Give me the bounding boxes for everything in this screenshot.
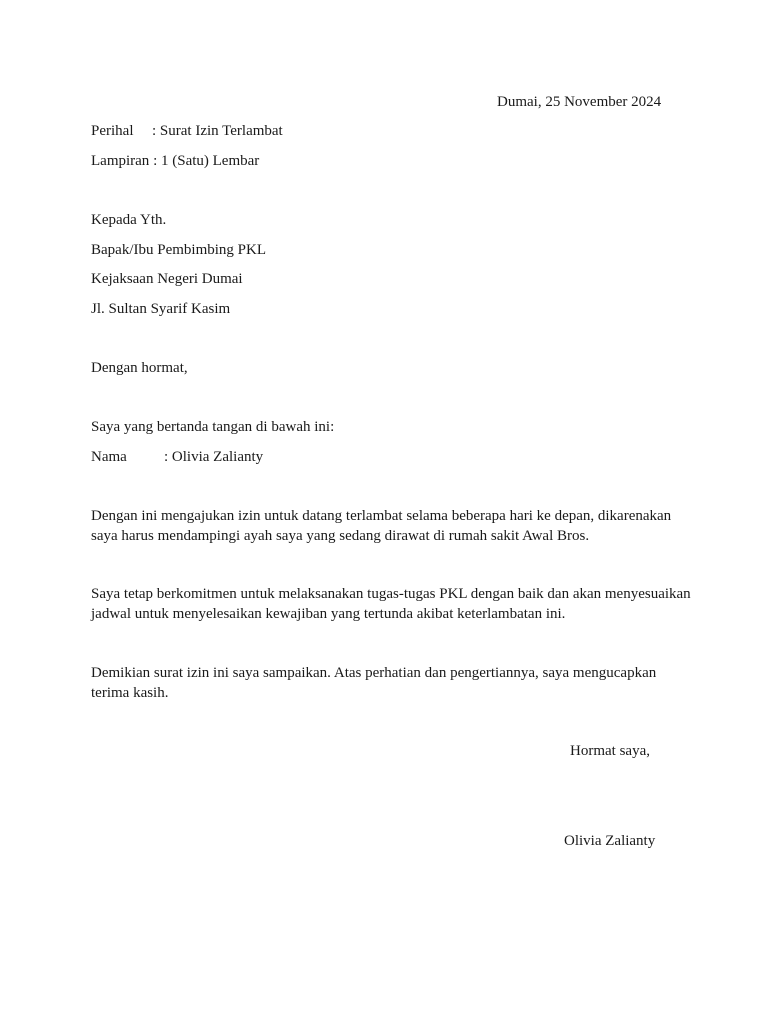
subject-line — [91, 121, 283, 141]
recipient-line-1: Kepada Yth. — [91, 212, 167, 228]
body-paragraph-3: Demikian surat izin ini saya sampaikan. Atas perhatian dan pengertiannya, saya mengucapkan terima kasih. — [91, 665, 657, 701]
recipient-line-4: Jl. Sultan Syarif Kasim — [91, 301, 231, 317]
recipient-line-2: Bapak/Ibu Pembimbing PKL — [91, 242, 266, 258]
name-value: : Olivia Zalianty — [164, 449, 264, 465]
name-label: Nama — [91, 449, 127, 465]
recipient-line-3: Kejaksaan Negeri Dumai — [91, 271, 243, 287]
subject-value: : Surat Izin Terlambat — [152, 123, 283, 139]
intro-text: Saya yang bertanda tangan di bawah ini: — [91, 419, 335, 435]
body-paragraph-2: Saya tetap berkomitmen untuk melaksanakan tugas-tugas PKL dengan baik dan akan menyesuaikan jadwal untuk menyelesaikan kewajiban yang tertunda akibat keterlambatan ini. — [91, 586, 691, 622]
signer-name: Olivia Zalianty — [564, 833, 656, 849]
attachment-line — [91, 151, 259, 171]
closing: Hormat saya, — [570, 743, 650, 759]
name-field — [91, 447, 263, 467]
salutation: Dengan hormat, — [91, 360, 188, 376]
attachment-value: : 1 (Satu) Lembar — [149, 153, 260, 169]
body-paragraph-1: Dengan ini mengajukan izin untuk datang terlambat selama beberapa hari ke depan, dikarenakan saya harus mendampingi ayah saya yang sedang dirawat di rumah sakit Awal Bros. — [91, 508, 672, 544]
place-date: Dumai, 25 November 2024 — [497, 94, 662, 110]
subject-label: Perihal — [91, 123, 134, 139]
attachment-label: Lampiran — [91, 153, 150, 169]
